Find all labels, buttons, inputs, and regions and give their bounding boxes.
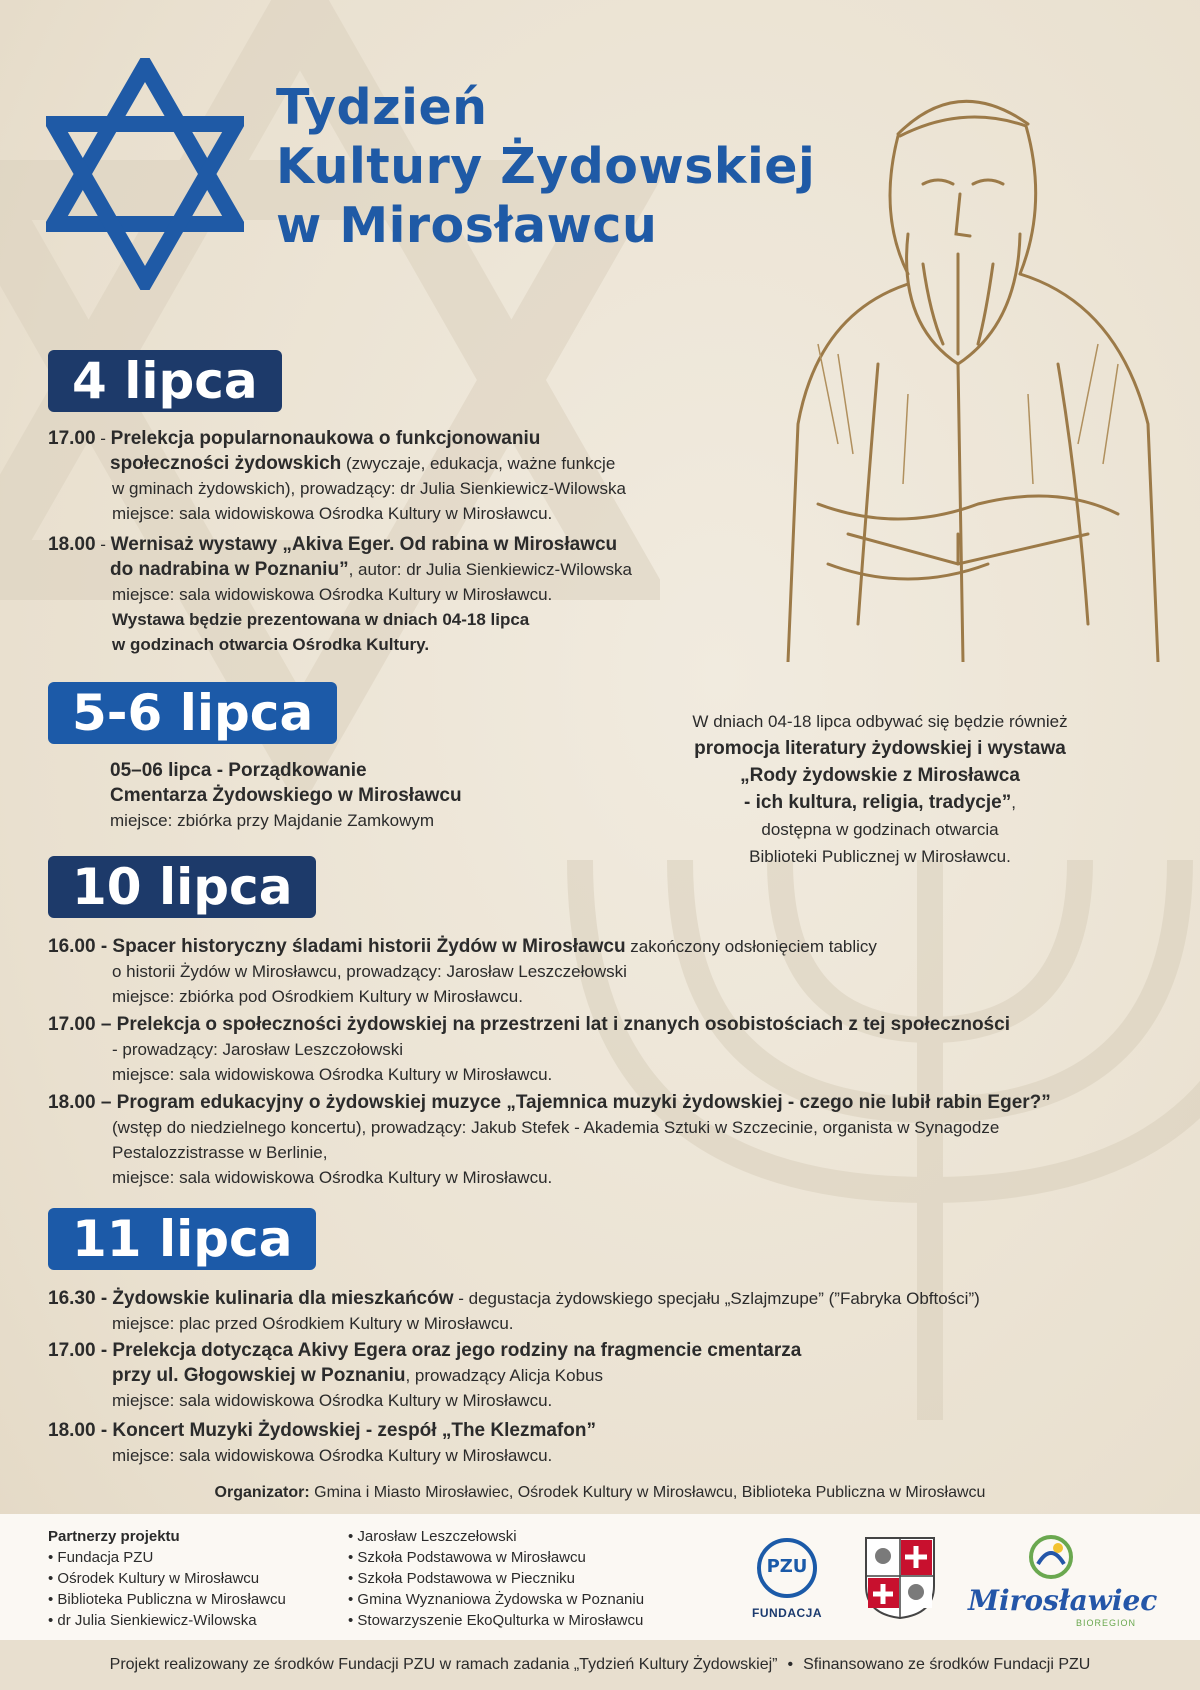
event-day3-1 [48, 934, 877, 1009]
side-note [630, 708, 1130, 870]
date-badge-5-6-lipca: 5-6 lipca [48, 682, 337, 744]
event-separator: - [95, 535, 111, 554]
event-title: 16.00 - Spacer historyczny śladami historii Żydów w Mirosławcu [48, 936, 626, 957]
partner-item: • Jarosław Leszczełowski [348, 1528, 517, 1545]
event-time: 18.00 [48, 534, 96, 555]
side-note-line-5: dostępna w godzinach otwarcia [761, 820, 999, 839]
partner-item: • Szkoła Podstawowa w Mirosławcu [348, 1549, 586, 1566]
event-desc-2: w gminach żydowskich), prowadzący: dr Julia Sienkiewicz-Wilowska [112, 479, 626, 498]
partner-item: • Szkoła Podstawowa w Pieczniku [348, 1570, 576, 1587]
event-title-cont: do nadrabina w Poznaniu” [110, 559, 349, 580]
event-title: Prelekcja popularnonaukowa o funkcjonowaniu [110, 428, 541, 449]
event-desc: zakończony odsłonięciem tablicy [625, 937, 877, 956]
title-line-2: Kultury Żydowskiej [276, 138, 816, 195]
partners-heading: Partnerzy projektu [48, 1528, 180, 1545]
event-title: 16.30 - Żydowskie kulinaria dla mieszkańców [48, 1288, 454, 1309]
event-day1-1 [48, 426, 626, 526]
partners-col-1 [48, 1526, 286, 1631]
event-place: miejsce: sala widowiskowa Ośrodka Kultury w Mirosławcu. [112, 504, 553, 523]
date-badge-4-lipca: 4 lipca [48, 350, 282, 412]
event-day3-2 [48, 1012, 1010, 1087]
event-title: 18.00 – Program edukacyjny o żydowskiej muzyce „Tajemnica muzyki żydowskiej - czego nie lubił rabin Eger?” [48, 1092, 1051, 1113]
event-desc-2: o historii Żydów w Mirosławcu, prowadzący: Jarosław Leszczełowski [112, 962, 627, 981]
title-line-1: Tydzień [276, 79, 488, 136]
miroslawiec-logo [966, 1534, 1156, 1634]
funding-note-left: Projekt realizowany ze środków Fundacji PZU w ramach zadania „Tydzień Kultury Żydowskiej” [109, 1656, 778, 1673]
event-desc: , autor: dr Julia Sienkiewicz-Wilowska [348, 560, 632, 579]
side-note-line-3: „Rody żydowskie z Mirosławca [740, 765, 1020, 786]
event-note-1: Wystawa będzie prezentowana w dniach 04-18 lipca [112, 610, 530, 629]
event-desc: - degustacja żydowskiego specjału „Szlajmzupe” (”Fabryka Obftości”) [453, 1289, 980, 1308]
star-of-david-icon [46, 58, 244, 290]
funding-note-dot: • [787, 1656, 794, 1673]
miroslawiec-name: Mirosławiec [968, 1584, 1158, 1617]
organizer-line [0, 1484, 1200, 1502]
organizer-text: Gmina i Miasto Mirosławiec, Ośrodek Kultury w Mirosławcu, Biblioteka Publiczna w Mirosławcu [309, 1484, 986, 1501]
organizer-label: Organizator: [214, 1484, 310, 1501]
event-desc: - prowadzący: Jarosław Leszczołowski [112, 1040, 403, 1059]
funding-note-right: Sfinansowano ze środków Fundacji PZU [803, 1656, 1091, 1673]
pzu-circle-icon [757, 1538, 817, 1598]
event-time: 05–06 lipca [110, 760, 212, 781]
event-title-cont: przy ul. Głogowskiej w Poznaniu [112, 1365, 406, 1386]
event-place: miejsce: sala widowiskowa Ośrodka Kultury w Mirosławcu. [112, 1065, 553, 1084]
event-place: miejsce: sala widowiskowa Ośrodka Kultury w Mirosławcu. [112, 1391, 553, 1410]
pzu-label: FUNDACJA [752, 1606, 822, 1620]
event-desc: , prowadzący Alicja Kobus [405, 1366, 603, 1385]
partner-item: • Ośrodek Kultury w Mirosławcu [48, 1570, 260, 1587]
event-desc: (zwyczaje, edukacja, ważne funkcje [341, 454, 616, 473]
funding-note [0, 1640, 1200, 1690]
partner-item: • Gmina Wyznaniowa Żydowska w Poznaniu [348, 1591, 645, 1608]
event-place: miejsce: zbiórka pod Ośrodkiem Kultury w Mirosławcu. [112, 987, 523, 1006]
partner-item: • Biblioteka Publiczna w Mirosławcu [48, 1591, 286, 1608]
event-place: miejsce: sala widowiskowa Ośrodka Kultury w Mirosławcu. [112, 1168, 553, 1187]
event-day1-2 [48, 532, 632, 657]
miroslawiec-sub: BIOREGION [1076, 1618, 1137, 1628]
event-title-cont: Cmentarza Żydowskiego w Mirosławcu [110, 785, 462, 806]
event-title: 17.00 – Prelekcja o społeczności żydowskiej na przestrzeni lat i znanych osobistościach z tej społeczności [48, 1014, 1010, 1035]
pzu-foundation-logo [742, 1538, 832, 1620]
partner-item: • Fundacja PZU [48, 1549, 154, 1566]
event-time: 17.00 [48, 428, 96, 449]
event-day4-2 [48, 1338, 801, 1413]
event-place: miejsce: sala widowiskowa Ośrodka Kultury w Mirosławcu. [112, 585, 553, 604]
event-note-2: w godzinach otwarcia Ośrodka Kultury. [112, 635, 430, 654]
event-title: Wernisaż wystawy „Akiva Eger. Od rabina w Mirosławcu [110, 534, 618, 555]
event-day4-1 [48, 1286, 980, 1336]
event-day4-3 [48, 1418, 596, 1468]
event-title-cont: społeczności żydowskich [110, 453, 342, 474]
side-note-line-4: - ich kultura, religia, tradycje” [744, 792, 1012, 813]
side-note-comma: , [1011, 793, 1016, 812]
coat-of-arms-icon [864, 1536, 936, 1620]
event-title: - Porządkowanie [211, 760, 367, 781]
event-title: 18.00 - Koncert Muzyki Żydowskiej - zespół „The Klezmafon” [48, 1420, 596, 1441]
partner-item: • dr Julia Sienkiewicz-Wilowska [48, 1612, 257, 1629]
event-day3-3 [48, 1090, 1051, 1190]
side-note-line-2: promocja literatury żydowskiej i wystawa [694, 738, 1066, 759]
date-badge-11-lipca: 11 lipca [48, 1208, 316, 1270]
event-desc-2: Pestalozzistrasse w Berlinie, [112, 1143, 328, 1162]
rabbi-portrait [758, 64, 1178, 662]
event-separator: - [95, 429, 111, 448]
pzu-mark: PZU [766, 1556, 808, 1577]
side-note-line-6: Biblioteki Publicznej w Mirosławcu. [749, 847, 1011, 866]
bioregion-leaf-icon [1028, 1534, 1074, 1580]
title-line-3: w Mirosławcu [276, 197, 658, 254]
event-title: 17.00 - Prelekcja dotycząca Akivy Egera oraz jego rodziny na fragmencie cmentarza [48, 1340, 802, 1361]
event-place: miejsce: sala widowiskowa Ośrodka Kultury w Mirosławcu. [112, 1446, 553, 1465]
partner-item: • Stowarzyszenie EkoQulturka w Mirosławcu [348, 1612, 644, 1629]
event-day2-1 [48, 758, 462, 833]
side-note-line-1: W dniach 04-18 lipca odbywać się będzie również [692, 712, 1068, 731]
date-badge-10-lipca: 10 lipca [48, 856, 316, 918]
event-desc: (wstęp do niedzielnego koncertu), prowadzący: Jakub Stefek - Akademia Sztuki w Szczecinie, organista w Synagodze [112, 1118, 1000, 1137]
event-place: miejsce: plac przed Ośrodkiem Kultury w Mirosławcu. [112, 1314, 514, 1333]
event-place: miejsce: zbiórka przy Majdanie Zamkowym [110, 811, 435, 830]
partners-col-2 [348, 1526, 644, 1631]
